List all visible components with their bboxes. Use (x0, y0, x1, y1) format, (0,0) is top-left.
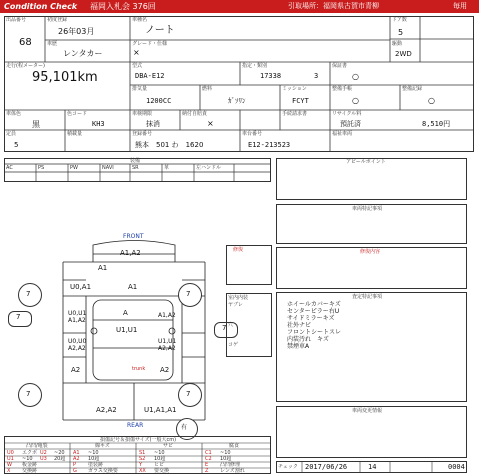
manual-label: 整備手帳 (332, 86, 353, 92)
equip-sr: SR (132, 165, 139, 171)
legend-desc: ~10 (22, 456, 33, 462)
mark-right-quarter: A2 (160, 366, 170, 374)
legend-desc: 20超 (54, 456, 66, 462)
doors-label: ドア数 (392, 17, 407, 23)
front-label: FRONT (123, 233, 144, 240)
vehicle-name: ノート (145, 25, 175, 36)
first-reg-label: 初度登録 (47, 17, 68, 23)
mark-front-bumper: A1 (98, 264, 108, 272)
fuel-label: 燃料 (202, 86, 213, 92)
grade-label: グレード・仕様 (132, 41, 168, 47)
model-label: 型式 (132, 63, 143, 69)
form-title: Condition Check (4, 2, 78, 11)
chassis-label: 車台番号 (242, 131, 263, 137)
legend-desc: レンズ割れ (220, 468, 245, 474)
mark-roof: A (123, 309, 128, 317)
legend-desc: 要交換 (154, 468, 170, 474)
legend-desc: 10超 (154, 456, 166, 462)
note-line: ホイールカバーキズ (287, 301, 341, 308)
chassis-value: E12-213523 (248, 141, 291, 149)
name-label: 車種名 (132, 17, 148, 23)
note-line: 社外ナビ (287, 322, 312, 329)
appeal-title: アピールポイント (346, 159, 386, 165)
legend-desc: 10超 (220, 456, 232, 462)
legend-desc: 塗装跡 (88, 462, 104, 468)
inspection-value: 抹消 (146, 120, 160, 128)
tax-value: × (207, 119, 214, 128)
color-code-label: 色コード (67, 111, 88, 117)
legend-desc: 板金跡 (22, 462, 38, 468)
legend-desc: ~20 (54, 450, 65, 456)
pickup-location: 引取場所：福岡県古賀市青柳 (288, 2, 379, 10)
mark-rear-right: U1,A1,A1 (144, 406, 177, 414)
legend-code: A2 (73, 456, 80, 462)
mark-right-front-door: A1,A2 (158, 312, 176, 319)
serial-number: 0004 (448, 463, 465, 471)
model-value: DBA-E12 (135, 72, 165, 80)
equip-navi: NAVI (102, 165, 114, 171)
legend-desc: ~10 (154, 450, 165, 456)
mark-right-rear-door: U1,U1 A2,A2 (158, 338, 177, 352)
repair-detail-title: 修復内容 (360, 249, 381, 255)
category-value: 3 (314, 72, 319, 80)
color-value: 黒 (32, 120, 40, 129)
recycle-status: 預託済 (340, 120, 361, 128)
legend-code: XX (139, 468, 146, 474)
tire-rear-right: 7 (186, 390, 191, 398)
interior-label: 室内内装 (228, 295, 249, 301)
mark-left-fender: U0,A1 (70, 283, 92, 291)
repair-label: 修復 (233, 247, 244, 253)
equip-leather: 革 (164, 165, 170, 171)
color-code-value: KH3 (92, 120, 105, 128)
legend-desc: エクボ (22, 450, 38, 456)
tire-front-right: 7 (186, 290, 191, 298)
legend-code: W (7, 462, 12, 468)
mileage-value: 95,101km (32, 70, 98, 85)
mark-left-rear-door: U0,U0 A2,A2 (68, 338, 87, 352)
legend-code: S1 (139, 450, 146, 456)
mark-roof-center: U1,U1 (116, 326, 138, 334)
color-label: 車体色 (6, 111, 22, 117)
legend-desc: ~10 (88, 450, 99, 456)
legend-h2: 線キズ (95, 443, 110, 449)
lot-label: 出品番号 (6, 17, 27, 23)
designation-value: 17338 (260, 72, 282, 80)
spare-tire: 有 (181, 424, 188, 431)
rear-label: REAR (127, 422, 144, 429)
drive-value: 2WD (395, 50, 412, 58)
warranty-label: 保証書 (332, 63, 348, 69)
note-line: 内装汚れ キズ (287, 336, 329, 343)
note-line: フロントシートスレ (287, 329, 341, 336)
mark-rear-left: A2,A2 (96, 406, 117, 414)
legend-code: X (7, 468, 11, 474)
proc-label: 手続請求書 (282, 111, 308, 117)
legend-h4: 腐食 (229, 443, 240, 449)
welfare-label: 福祉車両 (332, 131, 353, 137)
wheel-front-right: 7 (222, 324, 227, 332)
manual-value: ○ (352, 96, 359, 105)
legend-code: U2 (40, 450, 47, 456)
legend-code: C1 (205, 450, 212, 456)
interior-ana: 穴 (228, 322, 234, 328)
service-value: ○ (428, 96, 435, 105)
legend-desc: 交換跡 (22, 468, 38, 474)
note-line: 禁煙車A (287, 343, 310, 350)
legend-desc: ~10 (220, 450, 231, 456)
inspection-label: 車検期限 (132, 111, 153, 117)
legend-desc: ガラス交換要 (88, 468, 118, 474)
tire-front-left: 7 (26, 290, 31, 298)
load-label: 積載量 (67, 131, 83, 137)
service-label: 整備記録 (402, 86, 423, 92)
mark-left-quarter: A2 (71, 366, 81, 374)
usage-tag: 毎用 (453, 2, 467, 10)
legend-code: U0 (7, 450, 14, 456)
equip-pw: PW (70, 165, 78, 171)
trunk-label: trunk (132, 366, 146, 372)
legend-code: E (205, 462, 209, 468)
history-label: 車歴 (47, 41, 58, 47)
special-title: 車両特記事項 (352, 206, 383, 212)
transmission-label: ミッション (282, 86, 307, 92)
equip-lhd: 左ハンドル (196, 165, 222, 171)
tax-label: 納付自賠責 (182, 111, 208, 117)
capacity-label: 定員 (6, 131, 17, 137)
equip-ac: AC (6, 165, 13, 171)
legend-code: U1 (7, 456, 14, 462)
legend-desc: 凸凹修理 (220, 462, 241, 468)
legend-h3: サビ (163, 443, 174, 449)
legend-code: U3 (40, 456, 47, 462)
drive-label: 駆動 (392, 41, 403, 47)
checker-id: 14 (368, 463, 377, 471)
mileage-label: 走行(程メーター) (6, 63, 45, 69)
capacity-value: 5 (14, 141, 19, 149)
legend-title: 損傷記号＆損傷サイズ(一般大cm) (100, 437, 177, 443)
check-date: 2017/06/26 (305, 463, 348, 471)
note-line: サイドミラーキズ (287, 315, 335, 322)
legend-desc: ヒビ (154, 462, 165, 468)
legend-code: Y (139, 462, 143, 468)
legend-code: A1 (73, 450, 80, 456)
plate-label: 登録番号 (132, 131, 153, 137)
legend-code: G (73, 468, 77, 474)
changes-title: 車両変更情報 (352, 408, 383, 414)
legend-code: S2 (139, 456, 146, 462)
plate-value: 熊本 501 わ 1620 (135, 141, 204, 149)
equipment-title: 装備 (130, 158, 141, 164)
legend-h1: 凸凹/亀裂 (26, 443, 48, 449)
displacement-value: 1200CC (146, 97, 172, 105)
mark-left-front-door: U0,U1 A1,A2 (68, 310, 87, 324)
interior-koge: コゲ (228, 342, 239, 348)
first-reg-value: 26年03月 (58, 27, 95, 36)
note-line: センターピラー右U (287, 308, 340, 315)
lot-number: 68 (19, 37, 32, 48)
mark-hood: A1 (128, 283, 138, 291)
displacement-label: 排気量 (132, 86, 148, 92)
legend-desc: 10超 (88, 456, 100, 462)
check-label: チェック (278, 464, 298, 470)
notes-title: 査定特記事項 (352, 294, 383, 300)
recycle-value: 8,510円 (422, 120, 451, 128)
grade-value: × (133, 48, 140, 57)
tire-rear-left: 7 (26, 390, 31, 398)
auction-name: 福岡入札会 376回 (90, 2, 156, 11)
warranty-value: ○ (352, 72, 359, 81)
equip-ps: PS (38, 165, 45, 171)
doors-value: 5 (398, 28, 404, 37)
legend-code: P (73, 462, 77, 468)
legend-code: C2 (205, 456, 212, 462)
recycle-label: リサイクル料 (332, 111, 362, 117)
wheel-front-left: 7 (16, 313, 21, 321)
history-value: レンタカー (63, 49, 103, 58)
mark-front-top: A1,A2 (120, 249, 141, 257)
designation-label: 指定・類別 (242, 63, 268, 69)
legend-code: Z (205, 468, 209, 474)
interior-yabure: ヤブレ (228, 302, 243, 308)
transmission-value: FCYT (292, 97, 309, 105)
fuel-value: ｶﾞｿﾘﾝ (228, 97, 246, 105)
